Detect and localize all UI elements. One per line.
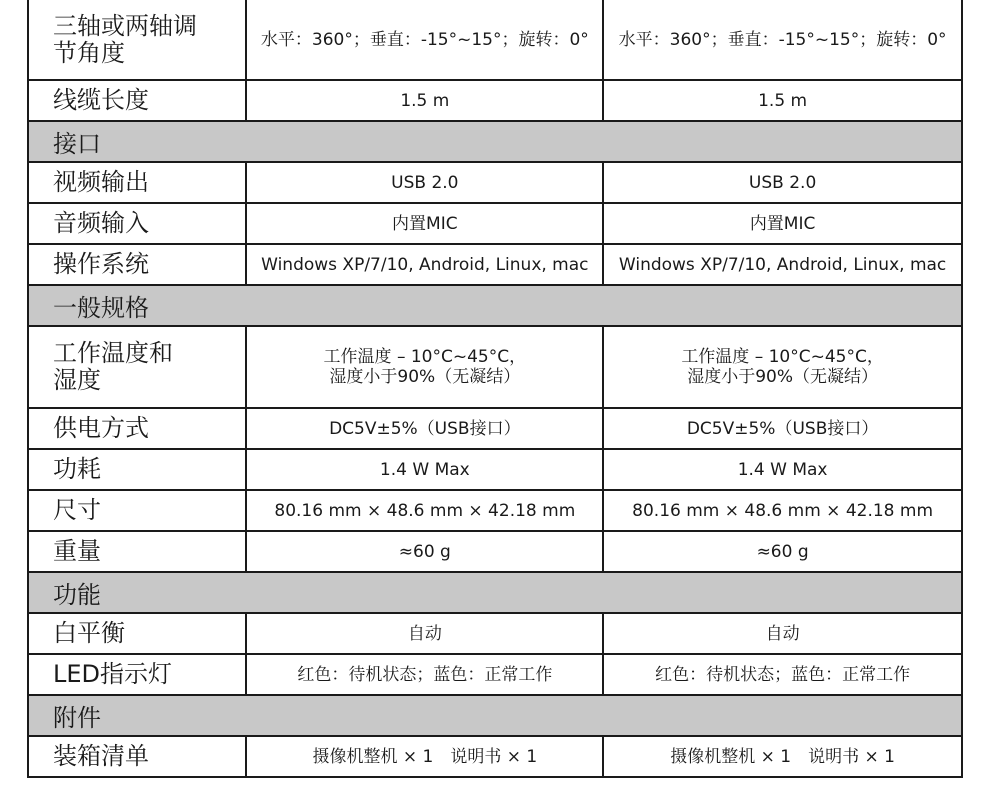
- value-line: 湿度小于90%（无凝结）: [329, 367, 521, 387]
- value-model-a: [246, 490, 603, 531]
- value-model-a: [246, 654, 603, 695]
- table-row-video-output: [28, 162, 962, 203]
- value-model-a: [246, 80, 603, 121]
- value-model-b: [603, 490, 962, 531]
- section-title: 附件: [28, 695, 962, 736]
- value-line: 1.4 W Max: [737, 459, 828, 480]
- row-label-line: 湿度: [53, 366, 101, 394]
- table-row-power-supply: [28, 408, 962, 449]
- row-label-line: 工作温度和: [53, 339, 173, 367]
- value-line: 摄像机整机 × 1 说明书 × 1: [312, 746, 538, 767]
- section-header-general: [28, 285, 962, 326]
- section-title: 一般规格: [28, 285, 962, 326]
- row-label: 供电方式: [28, 408, 246, 449]
- value-line: Windows XP/7/10, Android, Linux, mac: [618, 254, 947, 275]
- value-line: DC5V±5%（USB接口）: [686, 418, 879, 439]
- table-row-power-consumption: [28, 449, 962, 490]
- table-row-weight: [28, 531, 962, 572]
- value-model-a: [246, 531, 603, 572]
- row-label: LED指示灯: [28, 654, 246, 695]
- row-label: [28, 326, 246, 408]
- value-line: 自动: [765, 623, 800, 644]
- value-model-b: [603, 203, 962, 244]
- value-line: ≈60 g: [398, 541, 451, 562]
- value-model-b: [603, 654, 962, 695]
- value-line: 80.16 mm × 48.6 mm × 42.18 mm: [274, 500, 576, 521]
- value-model-a: [246, 449, 603, 490]
- value-line: 1.5 m: [400, 90, 450, 111]
- table-row-cable-length: [28, 80, 962, 121]
- value-line: 水平：360°；垂直：-15°~15°；旋转：0°: [618, 29, 947, 50]
- value-model-b: [603, 0, 962, 80]
- value-line: 80.16 mm × 48.6 mm × 42.18 mm: [632, 500, 934, 521]
- table-row-temperature-humidity: [28, 326, 962, 408]
- value-line: Windows XP/7/10, Android, Linux, mac: [261, 254, 589, 275]
- table-row-dimensions: [28, 490, 962, 531]
- value-line: 自动: [407, 623, 442, 644]
- value-model-b: [603, 736, 962, 777]
- row-label: 线缆长度: [28, 80, 246, 121]
- value-model-a: [246, 613, 603, 654]
- table-row-os: [28, 244, 962, 285]
- value-model-b: [603, 531, 962, 572]
- value-model-a: [246, 162, 603, 203]
- value-model-a: [246, 203, 603, 244]
- value-model-b: [603, 408, 962, 449]
- spec-table: [27, 0, 963, 778]
- value-line: 1.4 W Max: [379, 459, 470, 480]
- value-model-a: [246, 244, 603, 285]
- value-line: DC5V±5%（USB接口）: [329, 418, 521, 439]
- row-label: 尺寸: [28, 490, 246, 531]
- value-line: 摄像机整机 × 1 说明书 × 1: [670, 746, 895, 767]
- value-line: 内置MIC: [392, 213, 458, 234]
- row-label-line: 节角度: [53, 38, 125, 67]
- value-line: 水平：360°；垂直：-15°~15°；旋转：0°: [260, 29, 589, 50]
- table-row-audio-input: [28, 203, 962, 244]
- row-label: 音频输入: [28, 203, 246, 244]
- table-row-adjust-angle: [28, 0, 962, 80]
- value-line: 工作温度 – 10°C~45°C，: [681, 347, 884, 367]
- value-line: ≈60 g: [756, 541, 809, 562]
- row-label: 装箱清单: [28, 736, 246, 777]
- value-model-b: [603, 162, 962, 203]
- value-model-b: [603, 449, 962, 490]
- value-line: 工作温度 – 10°C~45°C，: [323, 347, 527, 367]
- table-row-package-contents: [28, 736, 962, 777]
- row-label: 重量: [28, 531, 246, 572]
- section-header-interface: [28, 121, 962, 162]
- value-line: 红色：待机状态；蓝色：正常工作: [655, 664, 911, 685]
- value-line: 1.5 m: [758, 90, 808, 111]
- row-label: [28, 0, 246, 80]
- value-model-b: [603, 613, 962, 654]
- value-model-a: [246, 408, 603, 449]
- row-label-line: 三轴或两轴调: [53, 11, 197, 40]
- value-model-a: [246, 736, 603, 777]
- section-title: 功能: [28, 572, 962, 613]
- value-model-a: [246, 0, 603, 80]
- table-row-white-balance: [28, 613, 962, 654]
- table-row-led-indicator: [28, 654, 962, 695]
- section-header-features: [28, 572, 962, 613]
- section-header-accessories: [28, 695, 962, 736]
- row-label: 操作系统: [28, 244, 246, 285]
- value-model-b: [603, 326, 962, 408]
- value-line: USB 2.0: [391, 172, 459, 193]
- value-line: 红色：待机状态；蓝色：正常工作: [297, 664, 553, 685]
- section-title: 接口: [28, 121, 962, 162]
- value-line: 湿度小于90%（无凝结）: [687, 367, 878, 387]
- value-line: 内置MIC: [749, 213, 816, 234]
- value-model-b: [603, 244, 962, 285]
- value-model-a: [246, 326, 603, 408]
- row-label: 白平衡: [28, 613, 246, 654]
- value-line: USB 2.0: [748, 172, 817, 193]
- row-label: 功耗: [28, 449, 246, 490]
- value-model-b: [603, 80, 962, 121]
- row-label: 视频输出: [28, 162, 246, 203]
